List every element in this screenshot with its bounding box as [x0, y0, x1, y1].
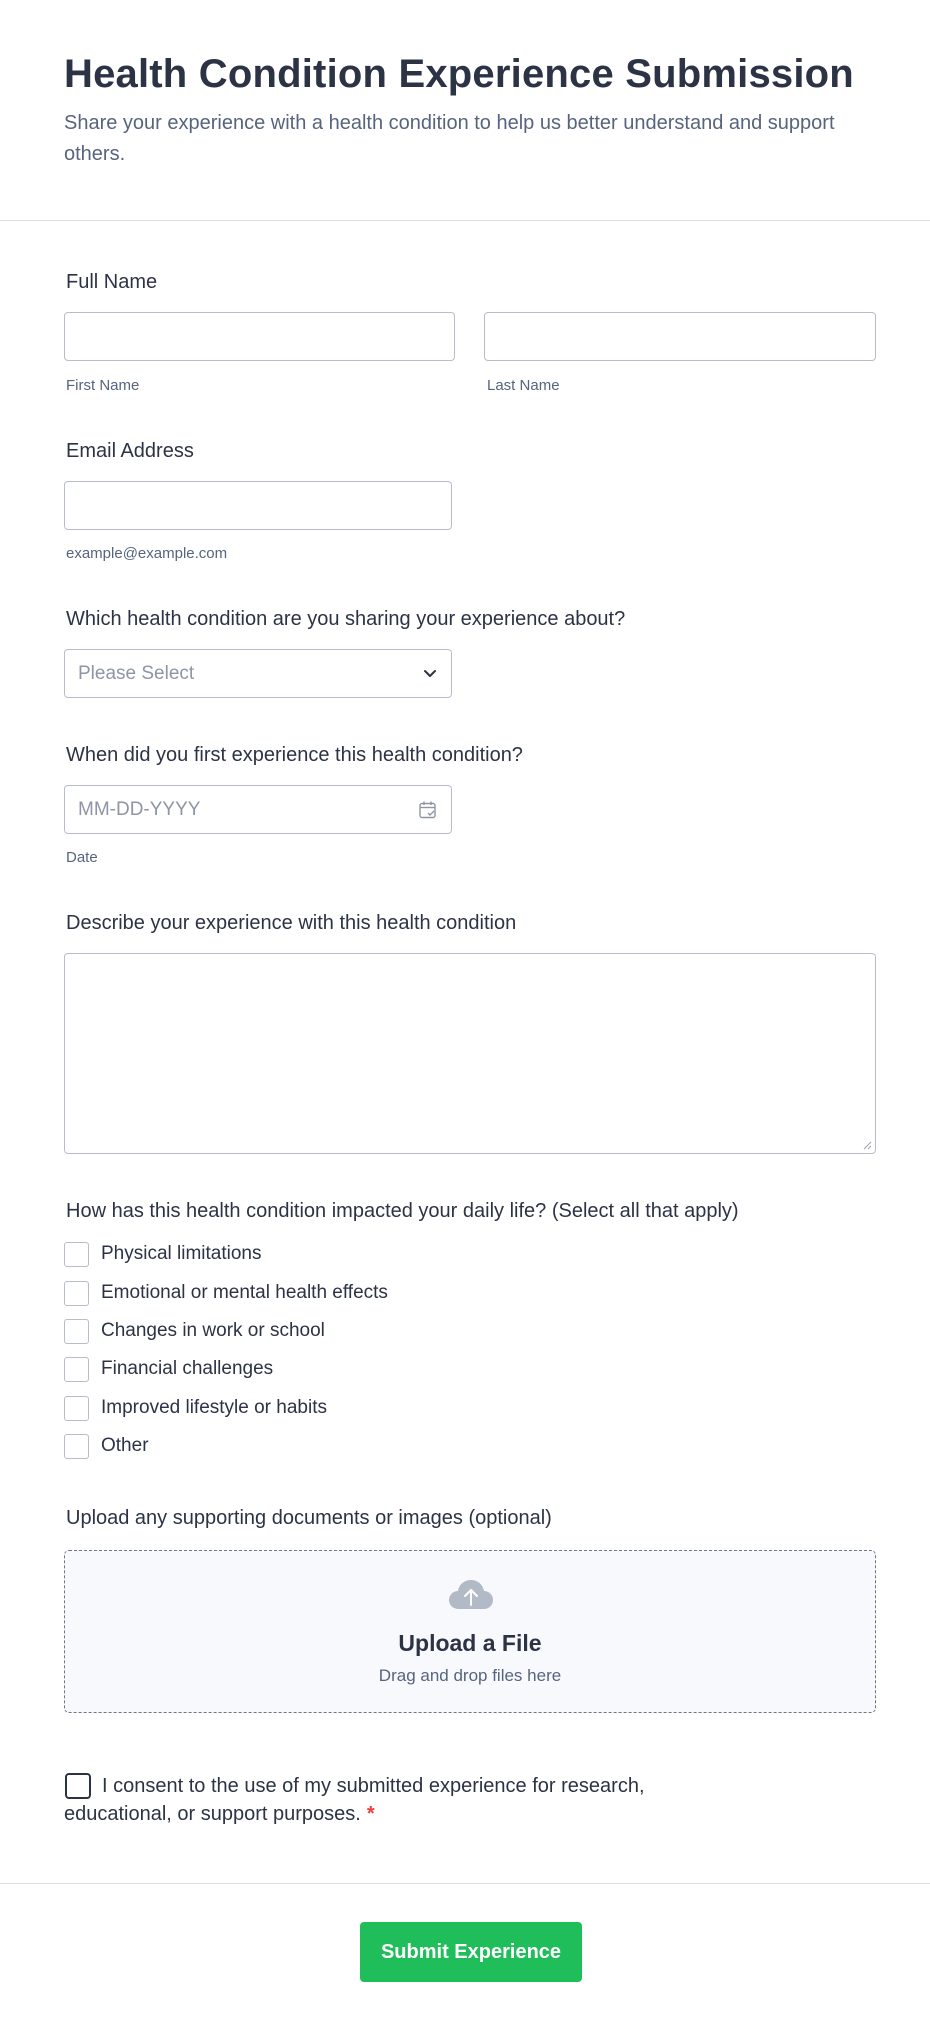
resize-handle-icon[interactable] — [862, 1140, 872, 1150]
upload-title: Upload a File — [398, 1630, 542, 1656]
submit-button[interactable]: Submit Experience — [360, 1922, 582, 1982]
email-label: Email Address — [66, 440, 194, 462]
condition-select-value: Please Select — [78, 663, 195, 684]
page-title: Health Condition Experience Submission — [64, 52, 854, 96]
email-sublabel: example@example.com — [66, 545, 228, 562]
condition-label: Which health condition are you sharing your experience about? — [66, 608, 626, 630]
consent-text: I consent to the use of my submitted experience for research, educational, or support purposes. — [64, 1775, 645, 1825]
date-input[interactable] — [64, 785, 452, 834]
upload-label: Upload any supporting documents or images (optional) — [66, 1507, 552, 1529]
date-placeholder: MM-DD-YYYY — [78, 799, 201, 820]
condition-select[interactable] — [64, 649, 452, 698]
full-name-label: Full Name — [66, 271, 158, 293]
description-label: Describe your experience with this health condition — [66, 912, 517, 934]
checkbox[interactable] — [64, 1281, 89, 1306]
checkbox[interactable] — [64, 1319, 89, 1344]
upload-subtitle: Drag and drop files here — [378, 1666, 562, 1685]
first-name-sublabel: First Name — [66, 377, 140, 394]
footer-divider — [0, 1883, 930, 1884]
first-name-input[interactable] — [64, 312, 455, 361]
date-label: When did you first experience this health condition? — [66, 744, 523, 766]
form-header — [0, 0, 930, 221]
checkbox[interactable] — [64, 1242, 89, 1267]
file-upload-dropzone[interactable] — [64, 1550, 876, 1713]
checkbox-label: Physical limitations — [101, 1243, 262, 1264]
page-subtitle: Share your experience with a health condition to help us better understand and support others. — [64, 112, 835, 165]
consent-label — [64, 1772, 704, 1828]
checkbox-label: Improved lifestyle or habits — [101, 1397, 327, 1418]
checkbox[interactable] — [64, 1357, 89, 1382]
checkbox-label: Other — [101, 1435, 149, 1456]
checkbox[interactable] — [64, 1434, 89, 1459]
checkbox-label: Financial challenges — [101, 1358, 274, 1379]
description-textarea[interactable] — [64, 953, 876, 1154]
calendar-icon[interactable] — [418, 800, 438, 820]
last-name-input[interactable] — [484, 312, 876, 361]
impact-label: How has this health condition impacted your daily life? (Select all that apply) — [66, 1200, 739, 1222]
email-input[interactable] — [64, 481, 452, 530]
checkbox-label: Emotional or mental health effects — [101, 1282, 388, 1303]
date-sublabel: Date — [66, 849, 98, 866]
chevron-down-icon — [421, 664, 439, 682]
last-name-sublabel: Last Name — [487, 377, 560, 394]
checkbox-label: Changes in work or school — [101, 1320, 325, 1341]
required-asterisk: * — [366, 1803, 375, 1825]
cloud-upload-icon — [447, 1577, 495, 1613]
checkbox[interactable] — [64, 1396, 89, 1421]
